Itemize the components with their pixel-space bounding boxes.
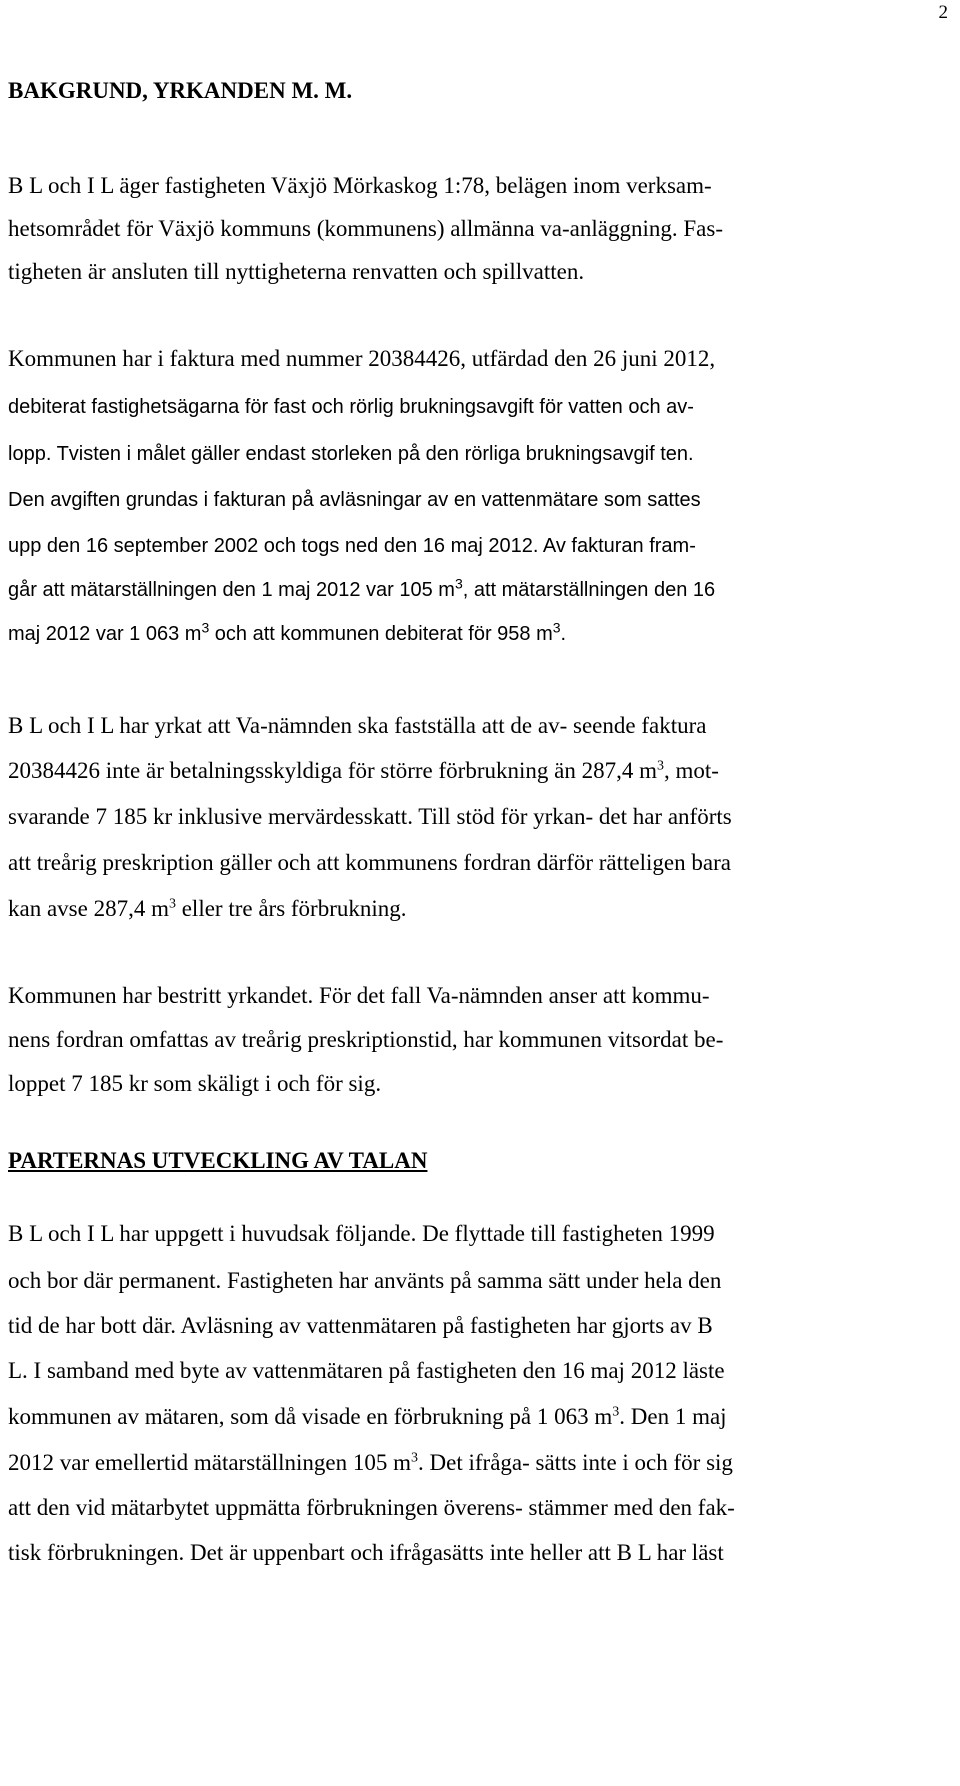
text-line: att treårig preskription gäller och att kommunens fordran därför rätteligen bara bbox=[8, 850, 731, 875]
text-line: tid de har bott där. Avläsning av vattenmätaren på fastigheten har gjorts av B bbox=[8, 1313, 713, 1338]
text-line: debiterat fastighetsägarna för fast och rörlig brukningsavgift för vatten och av- bbox=[8, 396, 694, 418]
text-line: upp den 16 september 2002 och togs ned den 16 maj 2012. Av fakturan fram- bbox=[8, 535, 696, 557]
text-line: tisk förbrukningen. Det är uppenbart och ifrågasätts inte heller att B L har läst bbox=[8, 1540, 724, 1565]
text-line: och bor där permanent. Fastigheten har använts på samma sätt under hela den bbox=[8, 1268, 722, 1293]
text-line bbox=[8, 1449, 733, 1477]
text-segment: . bbox=[560, 623, 567, 645]
text-segment: . Den 1 maj bbox=[619, 1404, 727, 1429]
text-segment: , att mätarställningen den 16 bbox=[462, 579, 716, 601]
text-line: tigheten är ansluten till nyttigheterna renvatten och spillvatten. bbox=[8, 259, 585, 284]
superscript: 3 bbox=[411, 1450, 419, 1466]
text-line: svarande 7 185 kr inklusive mervärdesskatt. Till stöd för yrkan- det har anförts bbox=[8, 804, 732, 829]
text-segment: och att kommunen debiterat för 958 m bbox=[209, 623, 553, 645]
text-line bbox=[8, 576, 715, 604]
section-heading-parternas: PARTERNAS UTVECKLING AV TALAN bbox=[8, 1148, 428, 1173]
text-line: Kommunen har i faktura med nummer 20384426, utfärdad den 26 juni 2012, bbox=[8, 346, 716, 371]
text-line: att den vid mätarbytet uppmätta förbrukningen överens- stämmer med den fak- bbox=[8, 1495, 735, 1520]
text-line: L. I samband med byte av vattenmätaren på fastigheten den 16 maj 2012 läste bbox=[8, 1358, 725, 1383]
superscript: 3 bbox=[612, 1404, 620, 1420]
text-line bbox=[8, 1403, 727, 1431]
superscript: 3 bbox=[552, 619, 561, 636]
superscript: 3 bbox=[657, 758, 664, 774]
text-line: Kommunen har bestritt yrkandet. För det fall Va-nämnden anser att kommu- bbox=[8, 983, 710, 1008]
text-line bbox=[8, 757, 719, 785]
text-segment: eller tre års förbrukning. bbox=[175, 896, 407, 921]
text-line bbox=[8, 620, 566, 648]
text-segment: 2012 var emellertid mätarställningen 105 m bbox=[8, 1450, 412, 1475]
text-line: Den avgiften grundas i fakturan på avläsningar av en vattenmätare som sattes bbox=[8, 489, 701, 511]
text-line: B L och I L har uppgett i huvudsak följande. De flyttade till fastigheten 1999 bbox=[8, 1221, 715, 1246]
text-segment: går att mätarställningen den 1 maj 2012 var 105 m bbox=[8, 579, 455, 601]
section-heading-bakgrund: BAKGRUND, YRKANDEN M. M. bbox=[8, 78, 353, 103]
text-line: B L och I L har yrkat att Va-nämnden ska fastställa att de av- seende faktura bbox=[8, 713, 707, 738]
text-line: B L och I L äger fastigheten Växjö Mörkaskog 1:78, belägen inom verksam- bbox=[8, 173, 712, 198]
text-segment: , mot- bbox=[664, 758, 719, 783]
text-line: nens fordran omfattas av treårig preskriptionstid, har kommunen vitsordat be- bbox=[8, 1027, 724, 1052]
text-line bbox=[8, 895, 407, 923]
text-segment: kommunen av mätaren, som då visade en förbrukning på 1 063 m bbox=[8, 1404, 613, 1429]
text-line: hetsområdet för Växjö kommuns (kommunens) allmänna va-anläggning. Fas- bbox=[8, 216, 723, 241]
superscript: 3 bbox=[454, 575, 463, 592]
page-number: 2 bbox=[938, 2, 948, 23]
text-line: loppet 7 185 kr som skäligt i och för sig. bbox=[8, 1071, 382, 1096]
text-segment: kan avse 287,4 m bbox=[8, 896, 169, 921]
text-segment: maj 2012 var 1 063 m bbox=[8, 623, 202, 645]
text-segment: . Det ifråga- sätts inte i och för sig bbox=[418, 1450, 733, 1475]
superscript: 3 bbox=[201, 619, 210, 636]
text-line: lopp. Tvisten i målet gäller endast storleken på den rörliga brukningsavgif ten. bbox=[8, 443, 694, 465]
text-segment: 20384426 inte är betalningsskyldiga för större förbrukning än 287,4 m bbox=[8, 758, 657, 783]
superscript: 3 bbox=[168, 896, 176, 912]
